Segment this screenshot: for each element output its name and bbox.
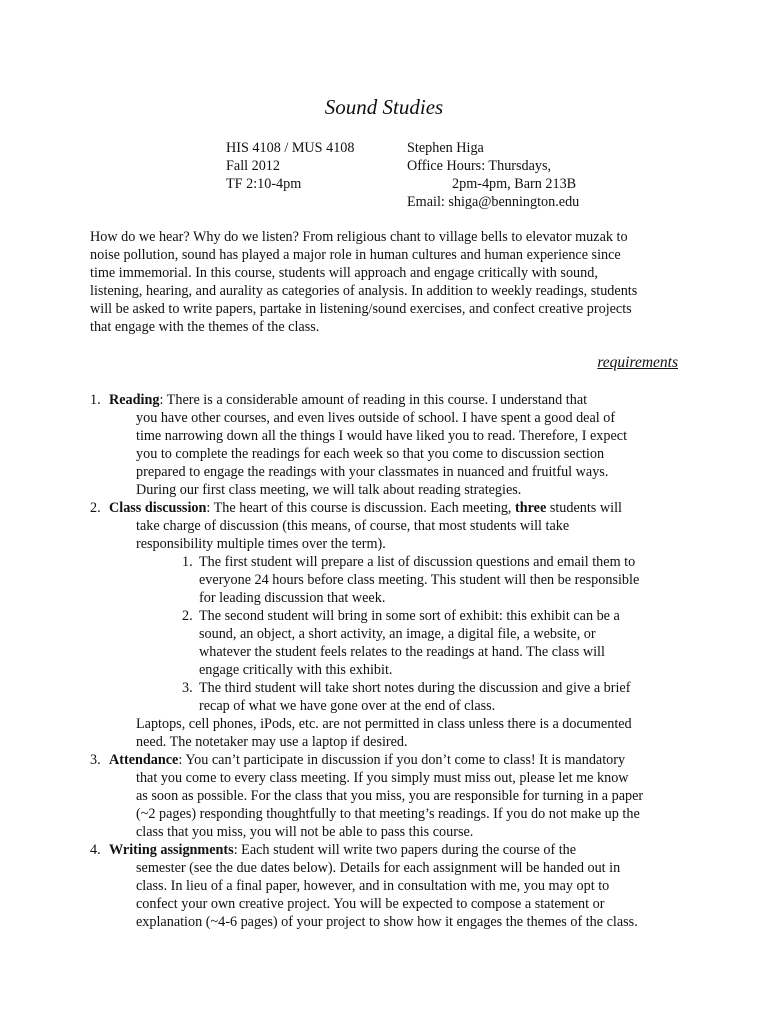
item-first-line: [90, 391, 690, 409]
item-emphasis: three: [515, 500, 547, 516]
intro-line: that engage with the themes of the class.: [90, 319, 320, 335]
instructor-email: Email: shiga@bennington.edu: [407, 194, 580, 210]
intro-line: will be asked to write papers, partake in listening/sound exercises, and confect creative projects: [90, 301, 632, 317]
course-info-block: [226, 139, 396, 193]
item-line: class. In lieu of a final paper, however, and in consultation with me, you may opt to: [136, 878, 610, 894]
item-line: prepared to engage the readings with your classmates in nuanced and fruitful ways.: [136, 464, 609, 480]
item-line: take charge of discussion (this means, of course, that most students will take: [136, 518, 570, 534]
section-heading: requirements: [597, 354, 678, 371]
sub-item-number: 3.: [182, 680, 193, 696]
intro-line: How do we hear? Why do we listen? From religious chant to village bells to elevator muzak to: [90, 229, 628, 245]
requirements-list: [90, 391, 690, 931]
item-line: need. The notetaker may use a laptop if desired.: [136, 734, 408, 750]
list-item-attendance: [90, 751, 690, 841]
item-line: class that you miss, you will not be able to pass this course.: [136, 824, 474, 840]
item-label: Writing assignments: [109, 842, 234, 858]
sub-item-line: whatever the student feels relates to the readings at hand. The class will: [199, 644, 605, 660]
intro-paragraph: [90, 228, 680, 336]
item-line: time narrowing down all the things I would have liked you to read. Therefore, I expect: [136, 428, 628, 444]
sub-item-number: 1.: [182, 554, 193, 570]
item-text: : You can’t participate in discussion if you don’t come to class! It is mandatory: [178, 752, 626, 768]
item-first-line: [90, 499, 690, 517]
course-term: Fall 2012: [226, 158, 280, 174]
course-time: TF 2:10-4pm: [226, 176, 302, 192]
sub-item: [182, 679, 690, 715]
list-item-reading: [90, 391, 690, 499]
sub-item-line: The first student will prepare a list of discussion questions and email them to: [199, 554, 636, 570]
item-line: as soon as possible. For the class that you miss, you are responsible for turning in a paper: [136, 788, 644, 804]
item-label: Class discussion: [109, 500, 207, 516]
sub-item-line: recap of what we have gone over at the end of class.: [199, 698, 496, 714]
item-line: explanation (~4-6 pages) of your project to show how it engages the themes of the class.: [136, 914, 638, 930]
item-line: responsibility multiple times over the term).: [136, 536, 386, 552]
item-line: Laptops, cell phones, iPods, etc. are not permitted in class unless there is a documented: [136, 716, 632, 732]
item-line: confect your own creative project. You will be expected to compose a statement or: [136, 896, 605, 912]
item-line: you to complete the readings for each week so that you come to discussion section: [136, 446, 605, 462]
item-number: 3.: [90, 752, 101, 768]
item-line: During our first class meeting, we will talk about reading strategies.: [136, 482, 522, 498]
item-first-line: [90, 751, 690, 769]
sub-item-line: The third student will take short notes during the discussion and give a brief: [199, 680, 631, 696]
office-hours-detail: 2pm-4pm, Barn 213B: [452, 176, 577, 192]
item-text: students will: [546, 500, 622, 516]
intro-line: time immemorial. In this course, students will approach and engage critically with sound,: [90, 265, 598, 281]
sub-item: [182, 553, 690, 607]
instructor-name: Stephen Higa: [407, 140, 484, 156]
item-line: you have other courses, and even lives outside of school. I have spent a good deal of: [136, 410, 616, 426]
item-first-line: [90, 841, 690, 859]
intro-line: noise pollution, sound has played a major role in human cultures and human experience since: [90, 247, 621, 263]
item-text: : The heart of this course is discussion. Each meeting,: [206, 500, 516, 516]
item-text: : Each student will write two papers during the course of the: [233, 842, 577, 858]
item-number: 4.: [90, 842, 101, 858]
sub-item-number: 2.: [182, 608, 193, 624]
item-line: (~2 pages) responding thoughtfully to that meeting’s readings. If you do not make up the: [136, 806, 640, 822]
item-label: Reading: [109, 392, 160, 408]
item-line: semester (see the due dates below). Details for each assignment will be handed out in: [136, 860, 621, 876]
page-title: Sound Studies: [324, 95, 444, 119]
list-item-class-discussion: [90, 499, 690, 751]
intro-line: listening, hearing, and aurality as categories of analysis. In addition to weekly readings, students: [90, 283, 638, 299]
sub-item-line: The second student will bring in some sort of exhibit: this exhibit can be a: [199, 608, 620, 624]
sub-item-line: engage critically with this exhibit.: [199, 662, 393, 678]
item-number: 1.: [90, 392, 101, 408]
instructor-info-block: [407, 139, 667, 211]
item-line: that you come to every class meeting. If you simply must miss out, please let me know: [136, 770, 629, 786]
item-text: : There is a considerable amount of reading in this course. I understand that: [159, 392, 588, 408]
sub-item-line: sound, an object, a short activity, an image, a digital file, a website, or: [199, 626, 596, 642]
sub-item-line: for leading discussion that week.: [199, 590, 386, 606]
sub-item-line: everyone 24 hours before class meeting. This student will then be responsible: [199, 572, 640, 588]
course-code: HIS 4108 / MUS 4108: [226, 140, 355, 156]
item-number: 2.: [90, 500, 101, 516]
sub-item: [182, 607, 690, 679]
list-item-writing-assignments: [90, 841, 690, 931]
item-label: Attendance: [109, 752, 179, 768]
office-hours-label: Office Hours: Thursdays,: [407, 158, 552, 174]
